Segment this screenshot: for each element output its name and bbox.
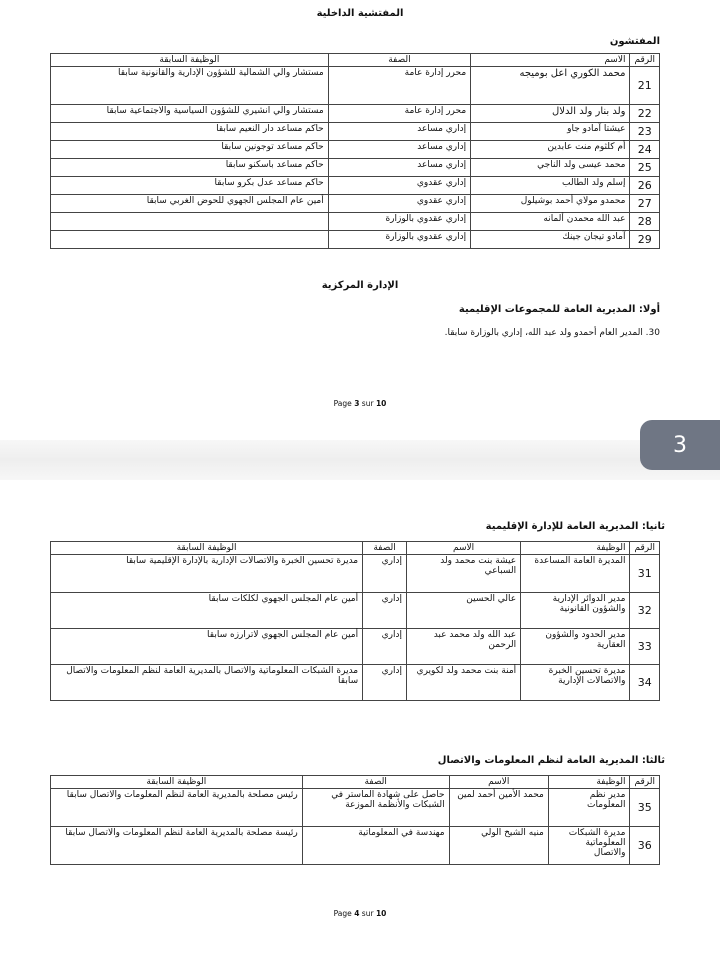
col-header-job: الوظيفة (521, 542, 630, 555)
row-status: إداري مساعد (328, 123, 470, 141)
row-name: محمدو مولاي أحمد بوشيلول (471, 195, 630, 213)
row-number: 22 (630, 105, 660, 123)
table-row (51, 141, 660, 159)
page-indicator-badge: 3 (640, 420, 720, 470)
row-name: إسلم ولد الطالب (471, 177, 630, 195)
row-name: عبد الله ولد محمد عبد الرحمن (406, 629, 520, 665)
section-title-second: ثانيا: المديرية العامة للإدارة الإقليمية (485, 521, 665, 532)
table-row (51, 159, 660, 177)
row-number: 23 (630, 123, 660, 141)
row-number: 35 (630, 789, 660, 827)
col-header-job: الوظيفة (548, 776, 630, 789)
col-header-number: الرقم (630, 776, 660, 789)
row-name: محمد الكوري اعل بوميجه (471, 67, 630, 105)
item-30: 30. المدير العام أحمدو ولد عبد الله، إداري بالوزارة سابقا. (444, 328, 660, 338)
row-name: منيه الشيخ الولي (449, 827, 548, 865)
row-job: مديرة تحسين الخبرة والاتصالات الإدارية (521, 665, 630, 701)
row-job: مدير الحدود والشؤون العقارية (521, 629, 630, 665)
table-row (51, 213, 660, 231)
page-header: المفتشية الداخلية (316, 8, 404, 19)
row-number: 24 (630, 141, 660, 159)
row-name: ولد بنار ولد الدلال (471, 105, 630, 123)
row-status: محرر إدارة عامة (328, 105, 470, 123)
row-number: 34 (630, 665, 660, 701)
territorial-admin-table (50, 541, 660, 701)
row-number: 27 (630, 195, 660, 213)
row-number: 36 (630, 827, 660, 865)
table-header-row (51, 776, 660, 789)
col-header-name: الاسم (449, 776, 548, 789)
row-name: عالي الحسين (406, 593, 520, 629)
row-job: المديرة العامة المساعدة (521, 555, 630, 593)
row-previous-job (51, 213, 329, 231)
page-number-4: Page 4 sur 10 (333, 909, 387, 918)
row-status: حاصل على شهادة الماستر في الشبكات والأنظمة الموزعة (302, 789, 449, 827)
table-header-row (51, 542, 660, 555)
row-number: 25 (630, 159, 660, 177)
row-number: 31 (630, 555, 660, 593)
row-previous-job: مديرة الشبكات المعلوماتية والاتصال بالمديرية العامة لنظم المعلومات والاتصال سابقا (51, 665, 363, 701)
row-previous-job: رئيس مصلحة بالمديرية العامة لنظم المعلومات والاتصال سابقا (51, 789, 303, 827)
row-status: إداري (363, 665, 407, 701)
row-name: محمد الأمين أحمد لمين (449, 789, 548, 827)
page-separator (0, 440, 720, 480)
row-status: إداري (363, 593, 407, 629)
col-header-status: الصفة (363, 542, 407, 555)
row-previous-job: حاكم مساعد باسكنو سابقا (51, 159, 329, 177)
table-row (51, 177, 660, 195)
row-number: 28 (630, 213, 660, 231)
section-title-first: أولا: المديرية العامة للمجموعات الإقليمية (458, 304, 660, 315)
row-status: إداري مساعد (328, 141, 470, 159)
section-title-third: ثالثا: المديرية العامة لنظم المعلومات والاتصال (437, 755, 665, 766)
row-number: 29 (630, 231, 660, 249)
row-previous-job: حاكم مساعد توجونين سابقا (51, 141, 329, 159)
row-status: إداري (363, 629, 407, 665)
row-job: مدير الدوائر الإدارية والشؤون القانونية (521, 593, 630, 629)
row-previous-job: حاكم مساعد دار النعيم سابقا (51, 123, 329, 141)
row-previous-job: رئيسة مصلحة بالمديرية العامة لنظم المعلومات والاتصال سابقا (51, 827, 303, 865)
col-header-number: الرقم (630, 542, 660, 555)
row-number: 21 (630, 67, 660, 105)
table-row (51, 231, 660, 249)
central-admin-title: الإدارة المركزية (321, 280, 399, 291)
row-status: إداري عقدوي (328, 195, 470, 213)
row-name: عبد الله محمدن ألمانه (471, 213, 630, 231)
row-previous-job: مستشار والي الشمالية للشؤون الإدارية والقانونية سابقا (51, 67, 329, 105)
row-previous-job: أمين عام المجلس الجهوي للحوض الغربي سابقا (51, 195, 329, 213)
page-number-3: Page 3 sur 10 (333, 399, 387, 408)
col-header-previous-job: الوظيفة السابقة (51, 54, 329, 67)
row-previous-job (51, 231, 329, 249)
row-previous-job: حاكم مساعد عدل بكرو سابقا (51, 177, 329, 195)
table-row (51, 593, 660, 629)
table-row (51, 789, 660, 827)
table-row (51, 555, 660, 593)
table-row (51, 629, 660, 665)
row-name: أم كلثوم منت عابدين (471, 141, 630, 159)
row-status: محرر إدارة عامة (328, 67, 470, 105)
row-previous-job: مستشار والي انشيري للشؤون السياسية والاجتماعية سابقا (51, 105, 329, 123)
table-row (51, 665, 660, 701)
inspectors-table (50, 53, 660, 249)
col-header-previous-job: الوظيفة السابقة (51, 776, 303, 789)
row-name: محمد عيسى ولد الناجي (471, 159, 630, 177)
table-header-row (51, 54, 660, 67)
row-previous-job: أمين عام المجلس الجهوي لاترارزه سابقا (51, 629, 363, 665)
row-name: عيشتا آمادو جاو (471, 123, 630, 141)
row-status: إداري عقدوي (328, 177, 470, 195)
table-row (51, 827, 660, 865)
row-number: 26 (630, 177, 660, 195)
col-header-number: الرقم (630, 54, 660, 67)
col-header-status: الصفة (328, 54, 470, 67)
table-row (51, 105, 660, 123)
section-title-inspectors: المفتشون (609, 36, 660, 47)
row-previous-job: أمين عام المجلس الجهوي لكلكات سابقا (51, 593, 363, 629)
row-status: مهندسة في المعلوماتية (302, 827, 449, 865)
table-row (51, 195, 660, 213)
info-systems-table (50, 775, 660, 865)
table-row (51, 67, 660, 105)
row-status: إداري مساعد (328, 159, 470, 177)
row-job: مديرة الشبكات المعلوماتية والاتصال (548, 827, 630, 865)
row-name: آمادو تيجان جينك (471, 231, 630, 249)
row-name: أمنة بنت محمد ولد لكويري (406, 665, 520, 701)
row-name: عيشة بنت محمد ولد السباعي (406, 555, 520, 593)
col-header-name: الاسم (471, 54, 630, 67)
col-header-previous-job: الوظيفة السابقة (51, 542, 363, 555)
row-status: إداري عقدوي بالوزارة (328, 231, 470, 249)
row-status: إداري عقدوي بالوزارة (328, 213, 470, 231)
table-row (51, 123, 660, 141)
row-previous-job: مديرة تحسين الخبرة والاتصالات الإدارية بالإدارة الإقليمية سابقا (51, 555, 363, 593)
row-number: 33 (630, 629, 660, 665)
row-job: مدير نظم المعلومات (548, 789, 630, 827)
row-number: 32 (630, 593, 660, 629)
row-status: إداري (363, 555, 407, 593)
col-header-name: الاسم (406, 542, 520, 555)
col-header-status: الصفة (302, 776, 449, 789)
